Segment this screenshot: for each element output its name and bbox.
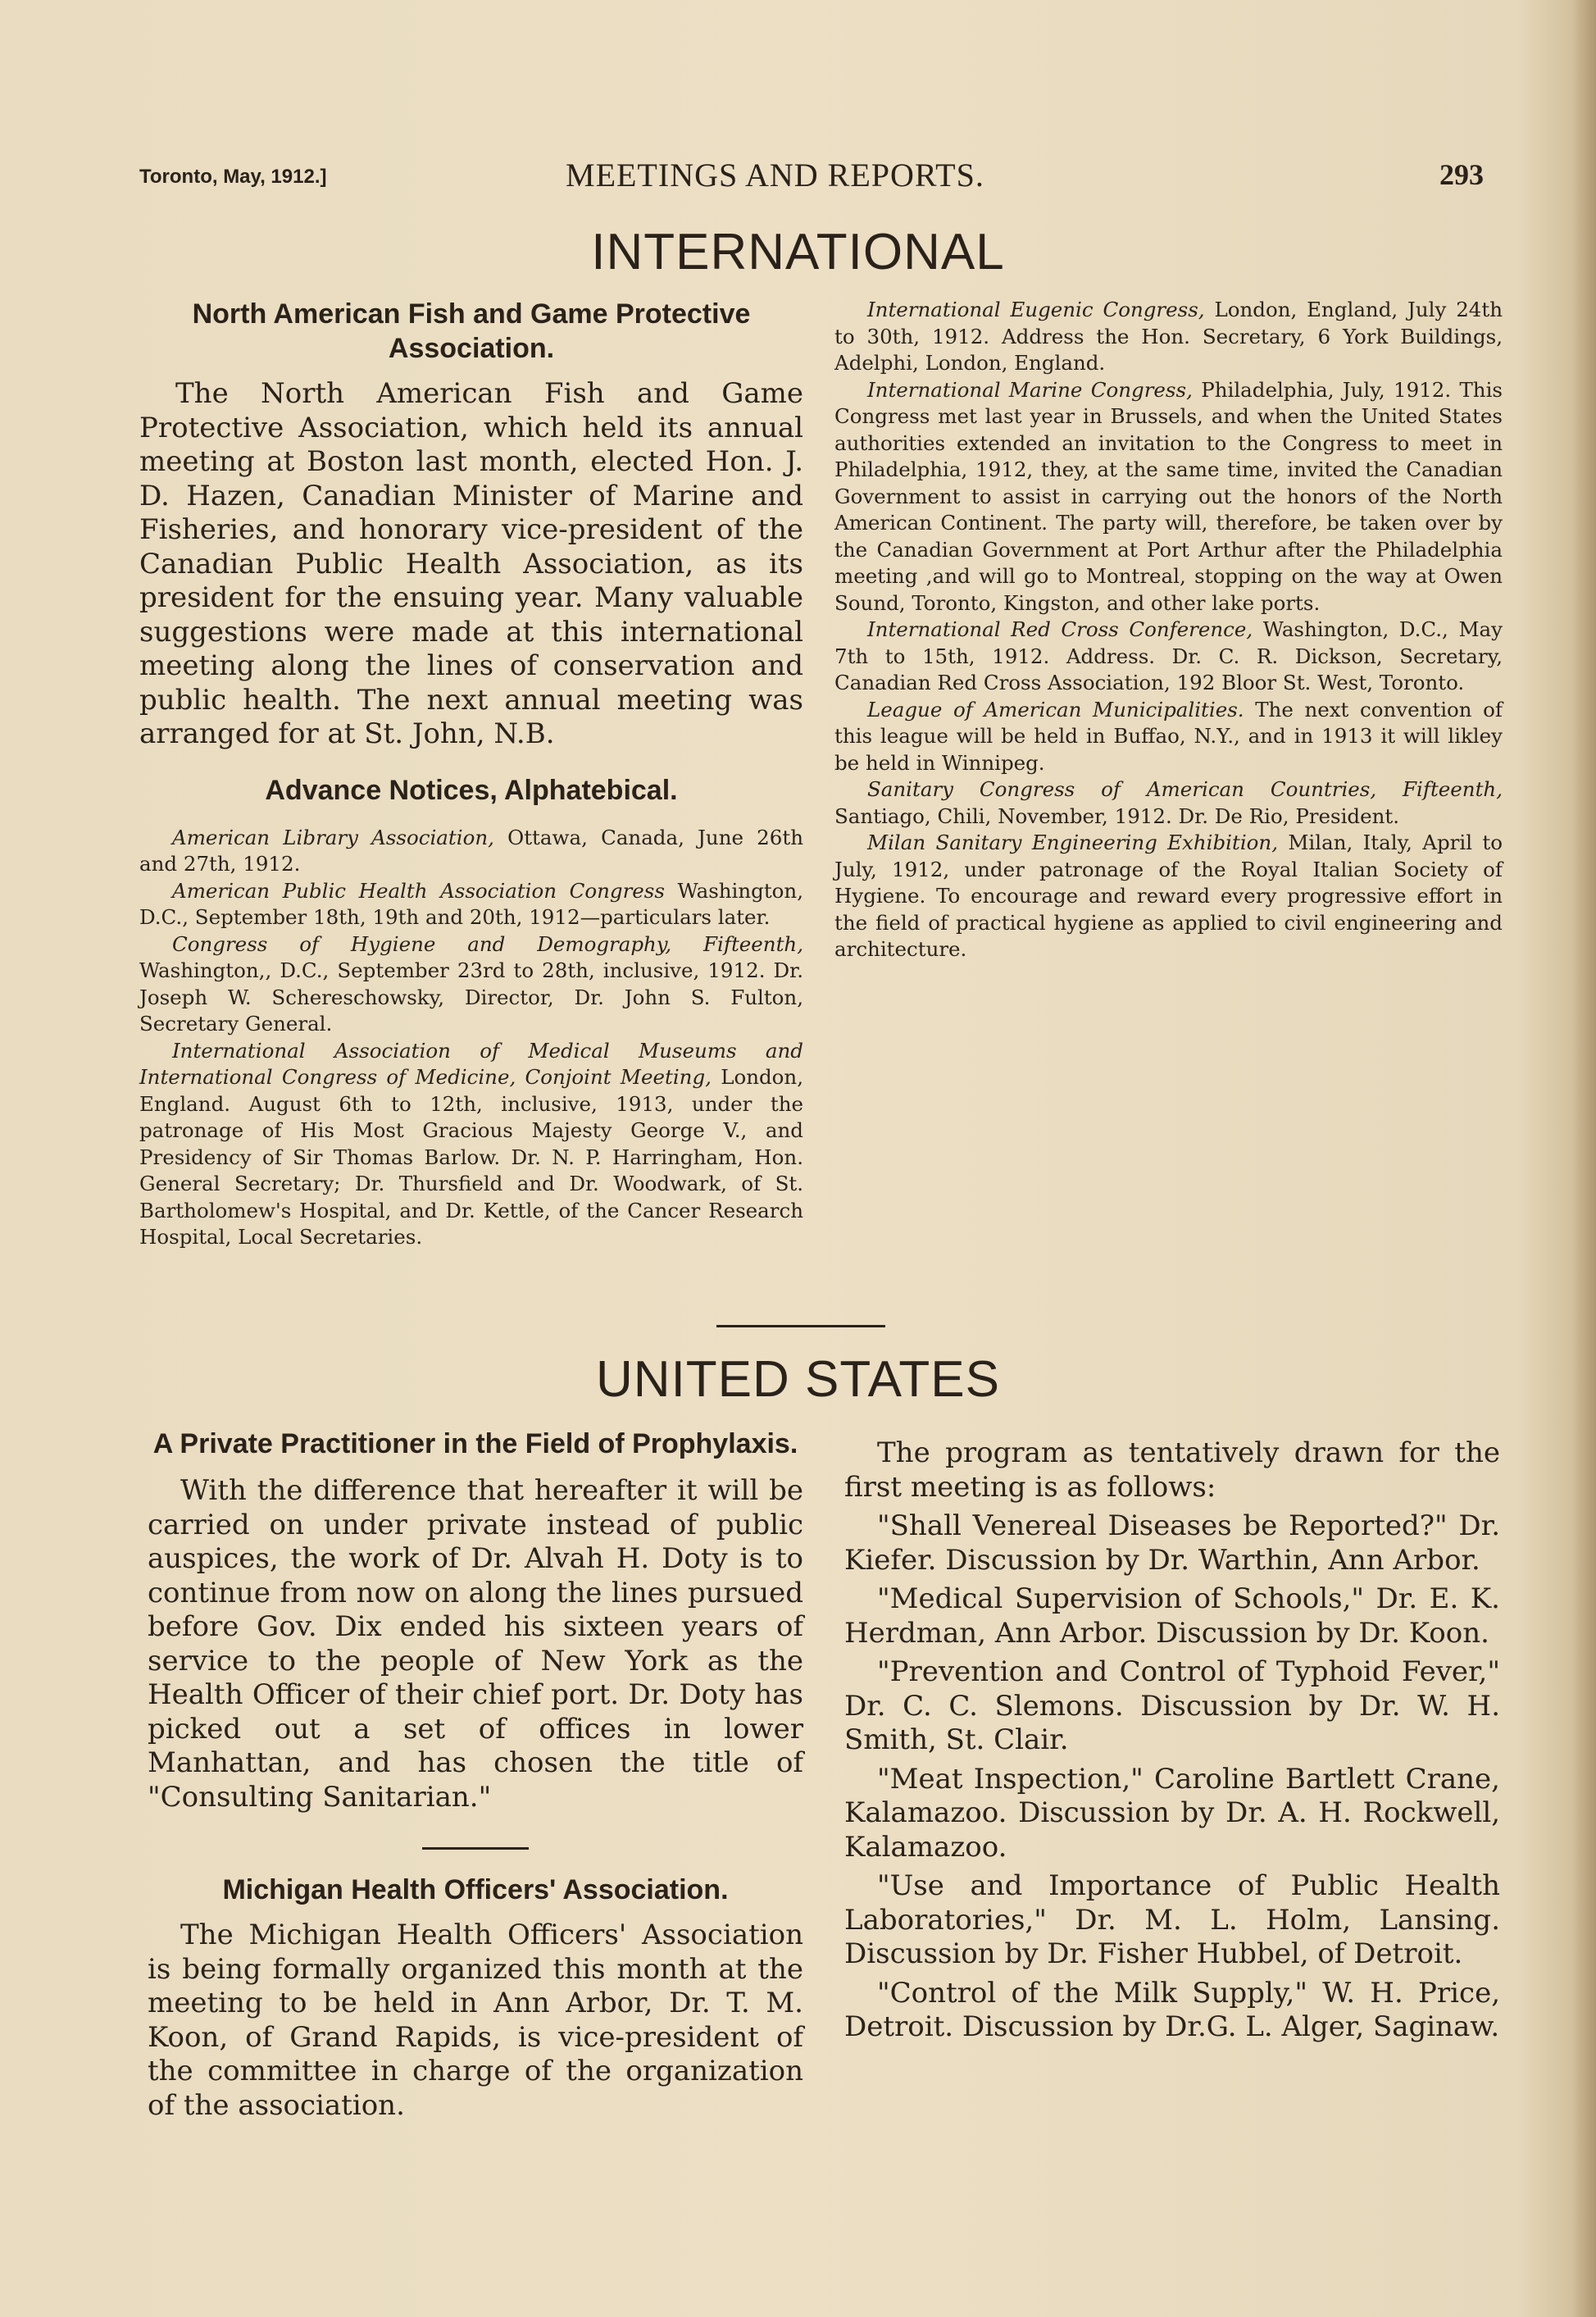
private-practitioner-heading: A Private Practitioner in the Field of Prophylaxis. — [152, 1428, 798, 1459]
notice-name: International Red Cross Conference, — [867, 617, 1253, 641]
fish-game-heading: North American Fish and Game Protective Association. — [192, 298, 751, 364]
private-practitioner-body: With the difference that hereafter it will be carried on under private instead of public auspices, the work of Dr. Alvah H. Doty is to continue from now on along the lines pursued before Gov. Dix ended his sixteen years of service to the people of New York as the Health Officer of their chief port. Dr. Doty has picked out a set of offices in lower Manhattan, and has chosen the title of "Consulting Sanitarian." — [148, 1474, 803, 1814]
notice-name: International Association of Medical Museums and International Congress of Medicine, Conjoint Meeting, — [139, 1038, 803, 1089]
notice-item — [139, 878, 803, 931]
program-item: "Use and Importance of Public Health Laboratories," Dr. M. L. Holm, Lansing. Discussion by Dr. Fisher Hubbel, of Detroit. — [844, 1869, 1500, 1970]
notice-name: International Marine Congress, — [867, 377, 1193, 402]
notice-text: Ottawa, Canada, June 26th and 27th, 1912. — [139, 825, 803, 876]
notice-name: Congress of Hygiene and Demography, Fifteenth, — [172, 931, 803, 956]
notice-name: American Public Health Association Congress — [172, 878, 665, 903]
notice-text: London, England, July 24th to 30th, 1912. Address the Hon. Secretary, 6 York Buildings, Adelphi, London, England. — [834, 298, 1503, 375]
international-right-column — [834, 297, 1503, 963]
running-head — [139, 156, 1484, 205]
michigan-association-heading: Michigan Health Officers' Association. — [222, 1874, 729, 1905]
notice-text: The next convention of this league will be held in Buffao, N.Y., and in 1913 it will likley be held in Winnipeg. — [834, 697, 1503, 775]
notice-text: Milan, Italy, April to July, 1912, under patronage of the Royal Italian Society of Hygiene. To encourage and reward every progressive effort in the field of practical hygiene as applied to civil engineering and architecture. — [834, 831, 1503, 961]
notice-item — [139, 1038, 803, 1251]
notice-name: League of American Municipalities. — [867, 697, 1244, 722]
notice-item — [834, 377, 1503, 617]
michigan-association-body: The Michigan Health Officers' Association is being formally organized this month at the meeting to be held in Ann Arbor, Dr. T. M. Koon, of Grand Rapids, is vice-president of the committee in charge of the organization of the association. — [148, 1919, 803, 2122]
notice-item — [834, 297, 1503, 377]
program-item: "Medical Supervision of Schools," Dr. E. K. Herdman, Ann Arbor. Discussion by Dr. Koon. — [844, 1582, 1500, 1650]
international-left-column — [139, 297, 803, 1251]
section-divider — [716, 1325, 885, 1327]
program-item: "Shall Venereal Diseases be Reported?" Dr. Kiefer. Discussion by Dr. Warthin, Ann Arbor. — [844, 1509, 1500, 1577]
section-header: MEETINGS AND REPORTS. — [566, 157, 984, 193]
notice-item — [139, 825, 803, 878]
program-item: "Control of the Milk Supply," W. H. Price, Detroit. Discussion by Dr.G. L. Alger, Saginaw. — [844, 1976, 1500, 2043]
page-number: 293 — [1439, 158, 1484, 191]
notice-text: London, England. August 6th to 12th, inclusive, 1913, under the patronage of His Most Gracious Majesty George V., and Presidency of Sir Thomas Barlow. Dr. N. P. Harringham, Hon. General Secretary; Dr. Thursfield and Dr. Woodwark, of St. Bartholomew's Hospital, and Dr. Kettle, of the Cancer Research Hospital, Local Secretaries. — [139, 1065, 804, 1249]
notice-name: Milan Sanitary Engineering Exhibition, — [867, 831, 1278, 854]
notice-item — [834, 697, 1503, 777]
united-states-left-column — [148, 1427, 803, 2123]
notice-item — [834, 830, 1503, 963]
notice-text: Washington, D.C., September 18th, 19th and 20th, 1912—particulars later. — [139, 878, 804, 929]
fish-game-body: The North American Fish and Game Protective Association, which held its annual meeting at Boston last month, elected Hon. J. D. Hazen, Canadian Minister of Marine and Fisheries, and honorary vice-president of the Canadian Public Health Association, as its president for the ensuing year. Many valuable suggestions were made at this international meeting along the lines of conservation and public health. The next annual meeting was arranged for at St. John, N.B. — [139, 377, 803, 750]
article-divider — [422, 1847, 529, 1850]
international-section-title: INTERNATIONAL — [591, 224, 1005, 280]
issue-date: Toronto, May, 1912.] — [139, 166, 327, 188]
notice-item — [834, 776, 1503, 830]
united-states-right-column — [844, 1436, 1500, 2050]
notice-text: Philadelphia, July, 1912. This Congress met last year in Brussels, and when the United States authorities extended an invitation to the Congress to meet in Philadelphia, 1912, they, at the same time, invited the Canadian Government to assist in carrying out the honors of the North American Continent. The party will, therefore, be taken over by the Canadian Government at Port Arthur after the Philadelphia meeting ,and will go to Montreal, stopping on the way at Owen Sound, Toronto, Kingston, and other lake ports. — [834, 377, 1503, 615]
program-item: "Prevention and Control of Typhoid Fever," Dr. C. C. Slemons. Discussion by Dr. W. H. Smith, St. Clair. — [844, 1655, 1500, 1756]
notice-text: Santiago, Chili, November, 1912. Dr. De Rio, President. — [834, 803, 1400, 828]
notice-name: Sanitary Congress of American Countries, Fifteenth, — [867, 777, 1503, 801]
advance-notices-heading: Advance Notices, Alphatebical. — [265, 774, 678, 806]
notice-item — [834, 617, 1503, 697]
notice-text: Washington, D.C., May 7th to 15th, 1912. Address. Dr. C. R. Dickson, Secretary, Canadian Red Cross Association, 192 Bloor St. West, Toronto. — [834, 617, 1503, 694]
program-item: "Meat Inspection," Caroline Bartlett Crane, Kalamazoo. Discussion by Dr. A. H. Rockwell, Kalamazoo. — [844, 1762, 1500, 1864]
notice-name: International Eugenic Congress, — [867, 298, 1205, 321]
notice-item — [139, 931, 803, 1038]
program-intro: The program as tentatively drawn for the first meeting is as follows: — [844, 1436, 1500, 1504]
united-states-section-title: UNITED STATES — [596, 1351, 1000, 1408]
page-edge-shadow — [1571, 0, 1596, 2317]
notice-text: Washington,, D.C., September 23rd to 28th, inclusive, 1912. Dr. Joseph W. Schereschowsky, Director, Dr. John S. Fulton, Secretary General. — [139, 958, 803, 1036]
notice-name: American Library Association, — [172, 825, 494, 849]
